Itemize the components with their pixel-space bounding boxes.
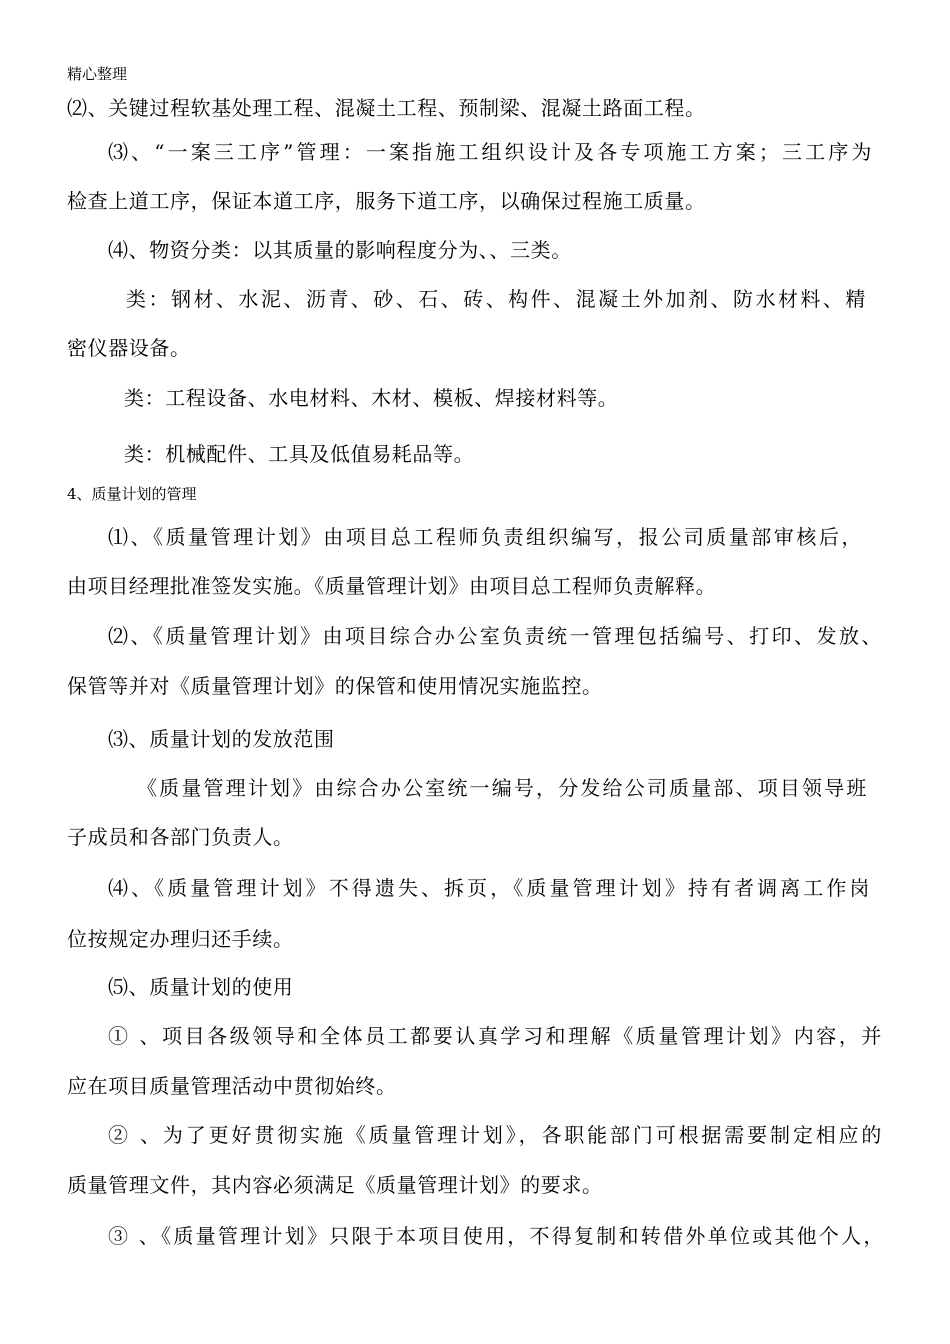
paragraph-line: ⑸、质量计划的使用 [108,975,294,999]
paragraph-line: ③ 、《质量管理计划》只限于本项目使用，不得复制和转借外单位或其他个人， [108,1224,884,1248]
paragraph-line: ⑶、质量计划的发放范围 [108,727,335,751]
paragraph-line: 类：钢材、水泥、沥青、砂、石、砖、构件、混凝土外加剂、防水材料、精 [126,287,866,311]
paragraph-line: 由项目经理批准签发实施。《质量管理计划》由项目总工程师负责解释。 [67,574,717,598]
paragraph-line: ② 、为了更好贯彻实施《质量管理计划》，各职能部门可根据需要制定相应的 [108,1123,882,1147]
paragraph-line: ⑷、《质量管理计划》不得遗失、拆页，《质量管理计划》持有者调离工作岗 [108,876,870,900]
paragraph-line: ⑶、“一案三工序”管理：一案指施工组织设计及各专项施工方案；三工序为 [108,140,872,164]
paragraph-line: ⑷、物资分类：以其质量的影响程度分为、、三类。 [108,238,572,262]
paragraph-line: ⑵、《质量管理计划》由项目综合办公室负责统一管理包括编号、打印、发放、 [108,624,882,648]
paragraph-line: 检查上道工序，保证本道工序，服务下道工序，以确保过程施工质量。 [67,189,706,213]
paragraph-line: 保管等并对《质量管理计划》的保管和使用情况实施监控。 [67,674,603,698]
paragraph-line: 子成员和各部门负责人。 [67,825,294,849]
paragraph-line: ⑴、《质量管理计划》由项目总工程师负责组织编写，报公司质量部审核后， [108,525,862,549]
paragraph-line: 类：工程设备、水电材料、木材、模板、焊接材料等。 [124,386,619,410]
paragraph-line: 质量管理文件，其内容必须满足《质量管理计划》的要求。 [67,1173,603,1197]
paragraph-line: ① 、项目各级领导和全体员工都要认真学习和理解《质量管理计划》内容，并 [108,1024,882,1048]
paragraph-line: ⑵、关键过程软基处理工程、混凝土工程、预制梁、混凝土路面工程。 [67,96,706,120]
section-heading: 4、质量计划的管理 [67,485,197,503]
paragraph-line: 应在项目质量管理活动中贯彻始终。 [67,1074,397,1098]
paragraph-line: 类：机械配件、工具及低值易耗品等。 [124,442,475,466]
paragraph-line: 位按规定办理归还手续。 [67,927,294,951]
page-header: 精心整理 [67,65,128,83]
paragraph-line: 密仪器设备。 [67,336,191,360]
paragraph-line: 《质量管理计划》由综合办公室统一编号，分发给公司质量部、项目领导班 [137,776,867,800]
